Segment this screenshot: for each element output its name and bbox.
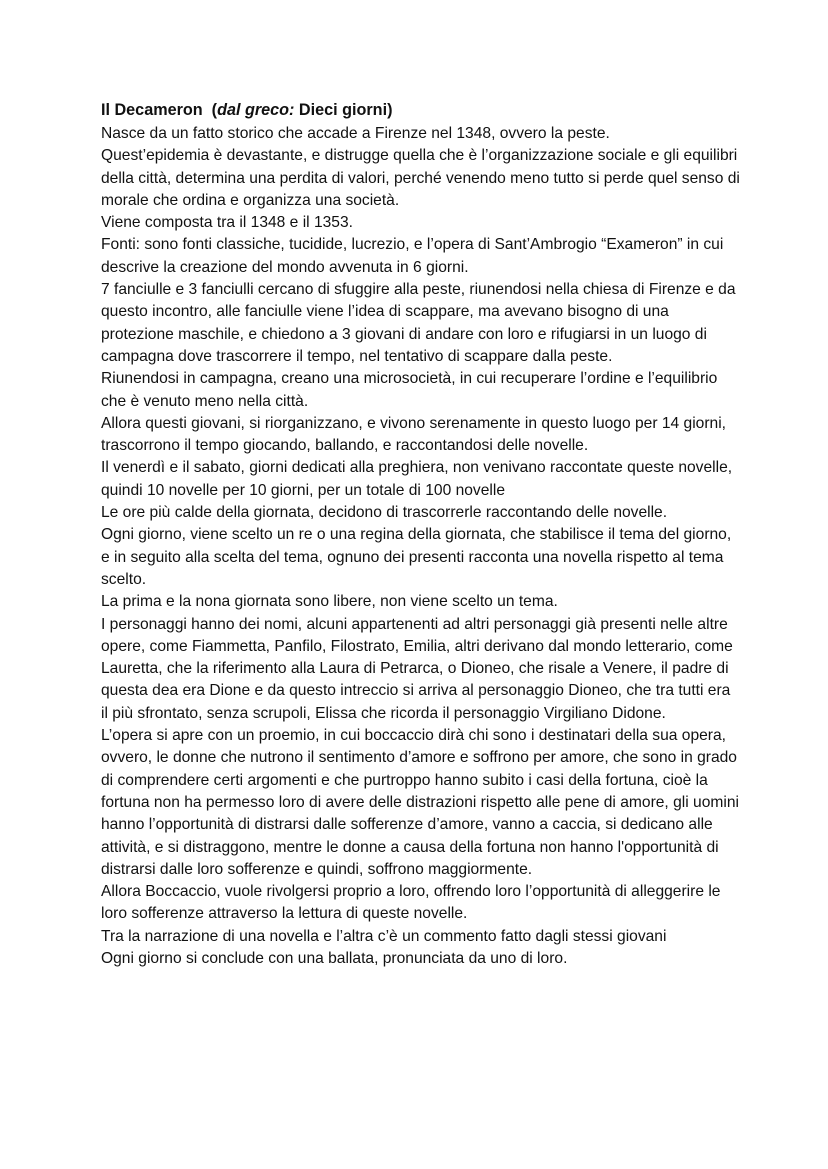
paragraph: Il venerdì e il sabato, giorni dedicati alla preghiera, non venivano raccontate queste novelle, quindi 10 novelle per 10 giorni, per un totale di 100 novelle <box>101 459 733 499</box>
document-body <box>101 99 741 970</box>
paragraph: Quest’epidemia è devastante, e distrugge quella che è l’organizzazione sociale e gli equilibri della città, determina una perdita di valori, perché venendo meno tutto si perde quel senso di morale che ordina e organizza una società. <box>101 147 740 209</box>
paragraph: Le ore più calde della giornata, decidono di trascorrerle raccontando delle novelle. <box>101 504 668 522</box>
paragraph: Ogni giorno, viene scelto un re o una regina della giornata, che stabilisce il tema del giorno, e in seguito alla scelta del tema, ognuno dei presenti racconta una novella rispetto al tema scelto. <box>101 526 732 588</box>
paragraph: Ogni giorno si conclude con una ballata, pronunciata da uno di loro. <box>101 949 568 967</box>
paragraph: Allora questi giovani, si riorganizzano, e vivono serenamente in questo luogo per 14 giorni, trascorrono il tempo giocando, ballando, e raccontandosi delle novelle. <box>101 414 726 455</box>
paragraph: Viene composta tra il 1348 e il 1353. <box>101 214 353 232</box>
paragraph: Fonti: sono fonti classiche, tucidide, lucrezio, e l’opera di Sant’Ambrogio “Exameron” in cui descrive la creazione del mondo avvenuta in 6 giorni. <box>101 236 724 276</box>
paragraph: I personaggi hanno dei nomi, alcuni appartenenti ad altri personaggi già presenti nelle altre opere, come Fiammetta, Panfilo, Filostrato, Emilia, altri derivano dal mondo letterario, come Lauretta, che la riferimento alla Laura di Petrarca, o Dioneo, che risale a Venere, il padre di questa dea era Dione e da questo intreccio si arriva al personaggio Dioneo, che tra tutti era il più sfrontato, senza scrupoli, Elissa che ricorda il personaggio Virgiliano Didone. <box>101 615 733 722</box>
paragraph: L’opera si apre con un proemio, in cui boccaccio dirà chi sono i destinatari della sua opera, ovvero, le donne che nutrono il sentimento d’amore e soffrono per amore, che sono in grado di comprendere certi argomenti e che purtroppo hanno subito i casi della fortuna, cioè la fortuna non ha permesso loro di avere delle distrazioni rispetto alle pene di amore, gli uomini hanno l’opportunità di distrarsi dalle sofferenze d’amore, vanno a caccia, si dedicano alle attività, e si distraggono, mentre le donne a causa della fortuna non hanno l'opportunità di distrarsi dalle loro sofferenze e quindi, soffrono maggiormente. <box>101 727 739 878</box>
paragraph: Allora Boccaccio, vuole rivolgersi proprio a loro, offrendo loro l’opportunità di alleggerire le loro sofferenze attraverso la lettura di queste novelle. <box>101 883 721 923</box>
paragraph: Nasce da un fatto storico che accade a Firenze nel 1348, ovvero la peste. <box>101 125 610 142</box>
title-paren-open: ( <box>211 101 218 119</box>
title-rest: Dieci giorni) <box>294 101 393 119</box>
document-title <box>101 99 741 122</box>
title-main: Il Decameron <box>101 101 203 119</box>
paragraph: Riunendosi in campagna, creano una microsocietà, in cui recuperare l’ordine e l’equilibrio che è venuto meno nella città. <box>101 370 718 410</box>
title-italic: dal greco: <box>217 101 295 119</box>
paragraph: 7 fanciulle e 3 fanciulli cercano di sfuggire alla peste, riunendosi nella chiesa di Firenze e da questo incontro, alle fanciulle viene l’idea di scappare, ma avevano bisogno di una protezione maschile, e chiedono a 3 giovani di andare con loro e rifugiarsi in un luogo di campagna dove trascorrere il tempo, nel tentativo di scappare dalla peste. <box>101 281 736 365</box>
paragraph: La prima e la nona giornata sono libere, non viene scelto un tema. <box>101 593 558 611</box>
paragraph: Tra la narrazione di una novella e l’altra c’è un commento fatto dagli stessi giovani <box>101 927 667 945</box>
